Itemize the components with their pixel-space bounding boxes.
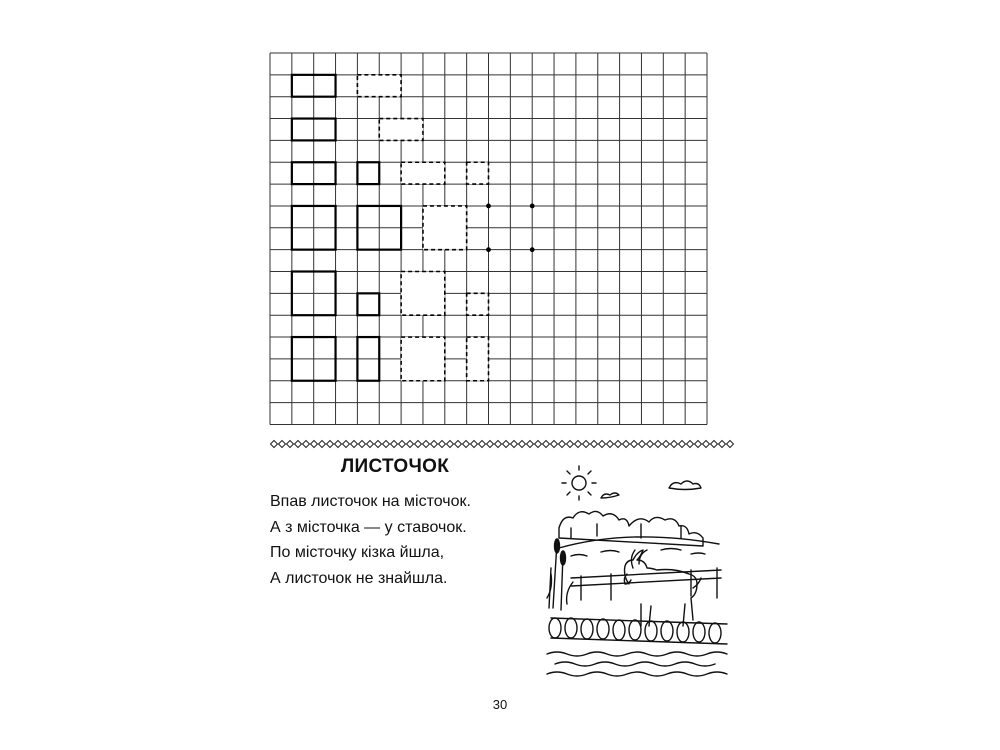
fence-icon bbox=[571, 568, 721, 600]
divider-diamond bbox=[679, 441, 686, 448]
divider-diamond bbox=[503, 441, 510, 448]
divider-diamond bbox=[375, 441, 382, 448]
guide-dot bbox=[486, 247, 491, 252]
divider-diamond bbox=[351, 441, 358, 448]
divider-diamond bbox=[711, 441, 718, 448]
divider-diamond bbox=[591, 441, 598, 448]
divider-diamond bbox=[447, 441, 454, 448]
divider-diamond bbox=[567, 441, 574, 448]
cloud-icon bbox=[669, 481, 701, 490]
divider-diamond bbox=[559, 441, 566, 448]
poem-line: По місточку кізка йшла, bbox=[270, 544, 445, 561]
divider-diamond bbox=[471, 441, 478, 448]
divider-diamond bbox=[663, 441, 670, 448]
dashed-shape bbox=[467, 337, 489, 381]
decorative-divider bbox=[270, 437, 736, 451]
divider-diamond bbox=[279, 441, 286, 448]
poem-line: А листочок не знайшла. bbox=[270, 569, 448, 587]
divider-diamond bbox=[519, 441, 526, 448]
divider-diamond bbox=[631, 441, 638, 448]
divider-diamond bbox=[463, 441, 470, 448]
divider-diamond bbox=[367, 441, 374, 448]
divider-diamond bbox=[639, 441, 646, 448]
divider-diamond bbox=[319, 441, 326, 448]
goat-on-bridge-illustration bbox=[541, 458, 735, 682]
solid-shape bbox=[357, 162, 379, 184]
divider-diamond bbox=[455, 441, 462, 448]
divider-diamond bbox=[439, 441, 446, 448]
solid-shape bbox=[357, 293, 379, 315]
reeds-icon bbox=[547, 539, 573, 610]
divider-diamond bbox=[423, 441, 430, 448]
goat-icon bbox=[624, 550, 701, 626]
divider-diamond bbox=[383, 441, 390, 448]
divider-diamond bbox=[607, 441, 614, 448]
divider-diamond bbox=[535, 441, 542, 448]
divider-diamond bbox=[303, 441, 310, 448]
divider-diamond bbox=[543, 441, 550, 448]
poem-text bbox=[270, 489, 471, 591]
divider-diamond bbox=[599, 441, 606, 448]
divider-diamond bbox=[287, 441, 294, 448]
divider-diamond bbox=[671, 441, 678, 448]
dashed-shape bbox=[467, 293, 489, 315]
divider-diamond bbox=[727, 441, 734, 448]
divider-diamond bbox=[615, 441, 622, 448]
divider-diamond bbox=[687, 441, 694, 448]
dashed-shape bbox=[379, 119, 423, 141]
divider-diamond bbox=[655, 441, 662, 448]
guide-dot bbox=[530, 247, 535, 252]
divider-diamond bbox=[583, 441, 590, 448]
dashed-shape bbox=[357, 75, 401, 97]
divider-diamond bbox=[495, 441, 502, 448]
guide-dot bbox=[530, 204, 535, 209]
divider-diamond bbox=[551, 441, 558, 448]
dashed-shape bbox=[401, 162, 445, 184]
divider-diamond bbox=[343, 441, 350, 448]
poem-title: ЛИСТОЧОК bbox=[340, 456, 450, 477]
divider-diamond bbox=[647, 441, 654, 448]
page-number: 30 bbox=[492, 697, 508, 712]
divider-diamond bbox=[295, 441, 302, 448]
dashed-shape bbox=[467, 162, 489, 184]
cloud-icon bbox=[601, 493, 619, 498]
divider-diamond bbox=[271, 441, 278, 448]
dashed-shape bbox=[423, 206, 467, 250]
water-icon bbox=[547, 652, 727, 676]
divider-diamond bbox=[719, 441, 726, 448]
divider-diamond bbox=[487, 441, 494, 448]
divider-diamond bbox=[703, 441, 710, 448]
divider-diamond bbox=[575, 441, 582, 448]
guide-dot bbox=[486, 204, 491, 209]
divider-diamond bbox=[399, 441, 406, 448]
dashed-shape bbox=[401, 272, 445, 316]
divider-diamond bbox=[479, 441, 486, 448]
sun-icon bbox=[562, 466, 596, 500]
divider-diamond bbox=[511, 441, 518, 448]
divider-diamond bbox=[407, 441, 414, 448]
divider-diamond bbox=[695, 441, 702, 448]
dashed-shape bbox=[401, 337, 445, 381]
divider-diamonds bbox=[271, 441, 734, 448]
divider-diamond bbox=[415, 441, 422, 448]
divider-diamond bbox=[623, 441, 630, 448]
log-bridge-icon bbox=[549, 618, 727, 644]
divider-diamond bbox=[391, 441, 398, 448]
divider-diamond bbox=[311, 441, 318, 448]
poem-line: Впав листочок на місточок. bbox=[270, 493, 471, 510]
divider-diamond bbox=[327, 441, 334, 448]
divider-diamond bbox=[359, 441, 366, 448]
divider-diamond bbox=[335, 441, 342, 448]
poem-line: А з місточка — у ставочок. bbox=[270, 518, 467, 536]
divider-diamond bbox=[527, 441, 534, 448]
divider-diamond bbox=[431, 441, 438, 448]
